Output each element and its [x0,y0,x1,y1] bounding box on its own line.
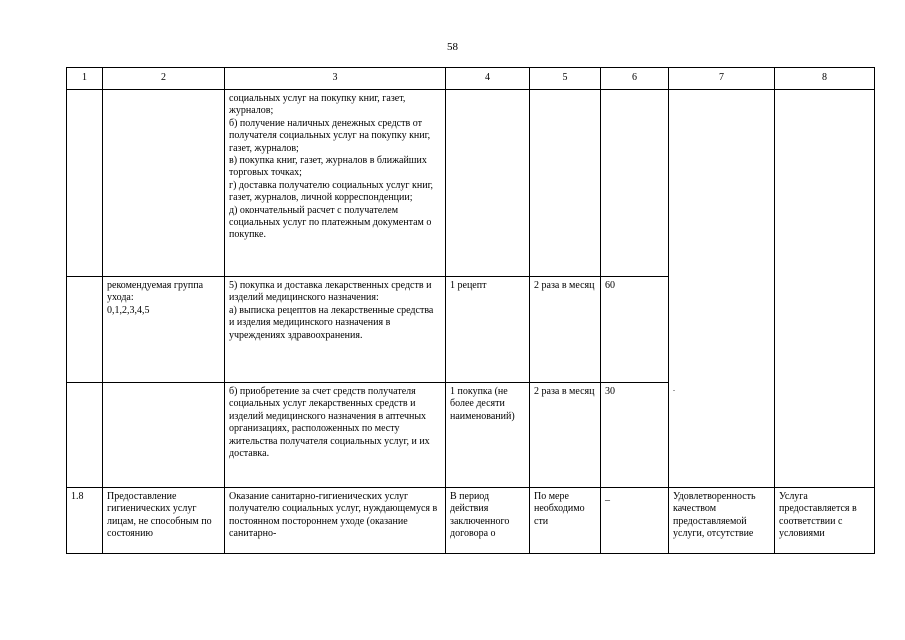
page-number: 58 [447,41,458,53]
row-c-col-2 [103,383,225,488]
row-d-col-4: В период действия заключенного договора о [446,488,530,554]
header-col-2: 2 [103,68,225,90]
services-table [66,67,875,554]
row-b-col-5: 2 раза в месяц [530,277,601,383]
row-a-col-6 [601,90,669,277]
header-col-7: 7 [669,68,775,90]
row-a-col-3: социальных услуг на покупку книг, газет, журналов; б) получение наличных денежных средств от получателя социальных услуг на покупку книг, газет, журналов; в) покупка книг, газет, журналов в ближайших торговых точках; г) доставка получателю социальных услуг книг, газет, журналов, личной корреспонденции; д) окончательный расчет с получателем социальных услуг по платежным документам о покупке. [225,90,446,277]
row-a-col-4 [446,90,530,277]
row-c-col-5: 2 раза в месяц [530,383,601,488]
row-b-col-6: 60 [601,277,669,383]
header-col-8: 8 [775,68,875,90]
row-c-col-4: 1 покупка (не более десяти наименований) [446,383,530,488]
row-abc-col-8 [775,90,875,488]
stray-mark: . [673,384,675,393]
row-d-col-6: _ [601,488,669,554]
table-row [67,488,875,554]
row-d-col-8: Услуга предоставляется в соответствии с условиями [775,488,875,554]
row-d-col-7: Удовлетворенность качеством предоставляемой услуги, отсутствие [669,488,775,554]
row-c-col-6: 30 [601,383,669,488]
row-b-col-3: 5) покупка и доставка лекарственных средств и изделий медицинского назначения: а) выписка рецептов на лекарственные средства и изделия медицинского назначения в учреждениях здравоохранения. [225,277,446,383]
header-col-4: 4 [446,68,530,90]
row-d-col-5: По мере необходимо сти [530,488,601,554]
row-a-col-1 [67,90,103,277]
row-d-col-3: Оказание санитарно-гигиенических услуг получателю социальных услуг, нуждающемуся в постоянном постороннем уходе (оказание санитарно- [225,488,446,554]
row-b-col-1 [67,277,103,383]
row-abc-col-7 [669,90,775,488]
header-col-6: 6 [601,68,669,90]
header-col-1: 1 [67,68,103,90]
row-a-col-2 [103,90,225,277]
row-d-col-2: Предоставление гигиенических услуг лицам, не способным по состоянию [103,488,225,554]
header-col-3: 3 [225,68,446,90]
row-c-col-1 [67,383,103,488]
row-b-col-4: 1 рецепт [446,277,530,383]
header-col-5: 5 [530,68,601,90]
row-b-col-2: рекомендуемая группа ухода: 0,1,2,3,4,5 [103,277,225,383]
header-row [67,68,875,90]
row-c-col-3: б) приобретение за счет средств получателя социальных услуг лекарственных средств и изделий медицинского назначения в аптечных организациях, расположенных по месту жительства получателя социальных услуг, и их доставка. [225,383,446,488]
row-d-col-1: 1.8 [67,488,103,554]
table-row [67,90,875,277]
row-a-col-5 [530,90,601,277]
